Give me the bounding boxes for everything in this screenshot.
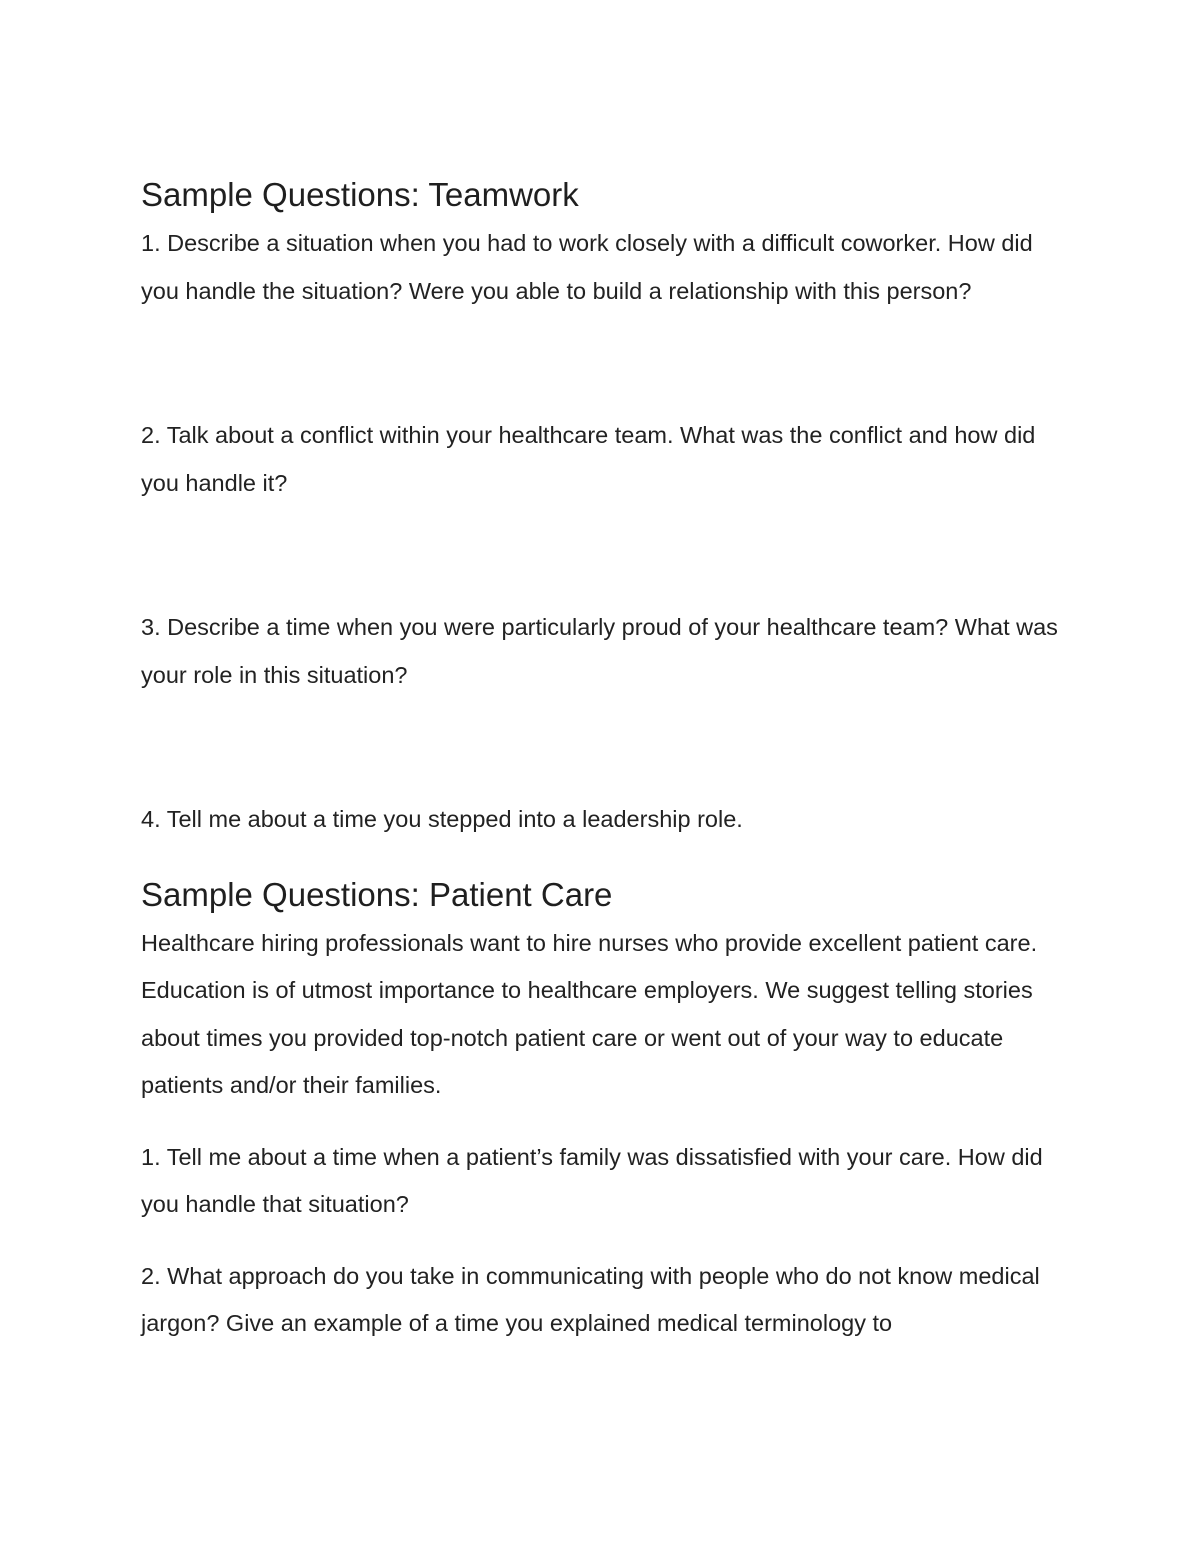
teamwork-question-2: 2. Talk about a conflict within your healthcare team. What was the conflict and how did you handle it? xyxy=(141,422,1036,496)
patient-care-question-2: 2. What approach do you take in communicating with people who do not know medical jargon? Give an example of a time you explained medical terminology to xyxy=(141,1262,1040,1336)
document-content xyxy=(141,170,1061,1348)
patient-care-question-1: 1. Tell me about a time when a patient’s family was dissatisfied with your care. How did you handle that situation? xyxy=(141,1143,1043,1217)
teamwork-question-3: 3. Describe a time when you were particularly proud of your healthcare team? What was your role in this situation? xyxy=(141,614,1058,688)
patient-care-intro: Healthcare hiring professionals want to hire nurses who provide excellent patient care. Education is of utmost importance to healthcare employers. We suggest telling stories about times you provided top-notch patient care or went out of your way to educate patients and/or their families. xyxy=(141,929,1038,1098)
teamwork-question-4: 4. Tell me about a time you stepped into a leadership role. xyxy=(141,806,743,832)
teamwork-question-1: 1. Describe a situation when you had to work closely with a difficult coworker. How did you handle the situation? Were you able to build a relationship with this person? xyxy=(141,230,1033,304)
teamwork-heading: Sample Questions: Teamwork xyxy=(141,176,579,213)
patient-care-heading: Sample Questions: Patient Care xyxy=(141,875,613,913)
